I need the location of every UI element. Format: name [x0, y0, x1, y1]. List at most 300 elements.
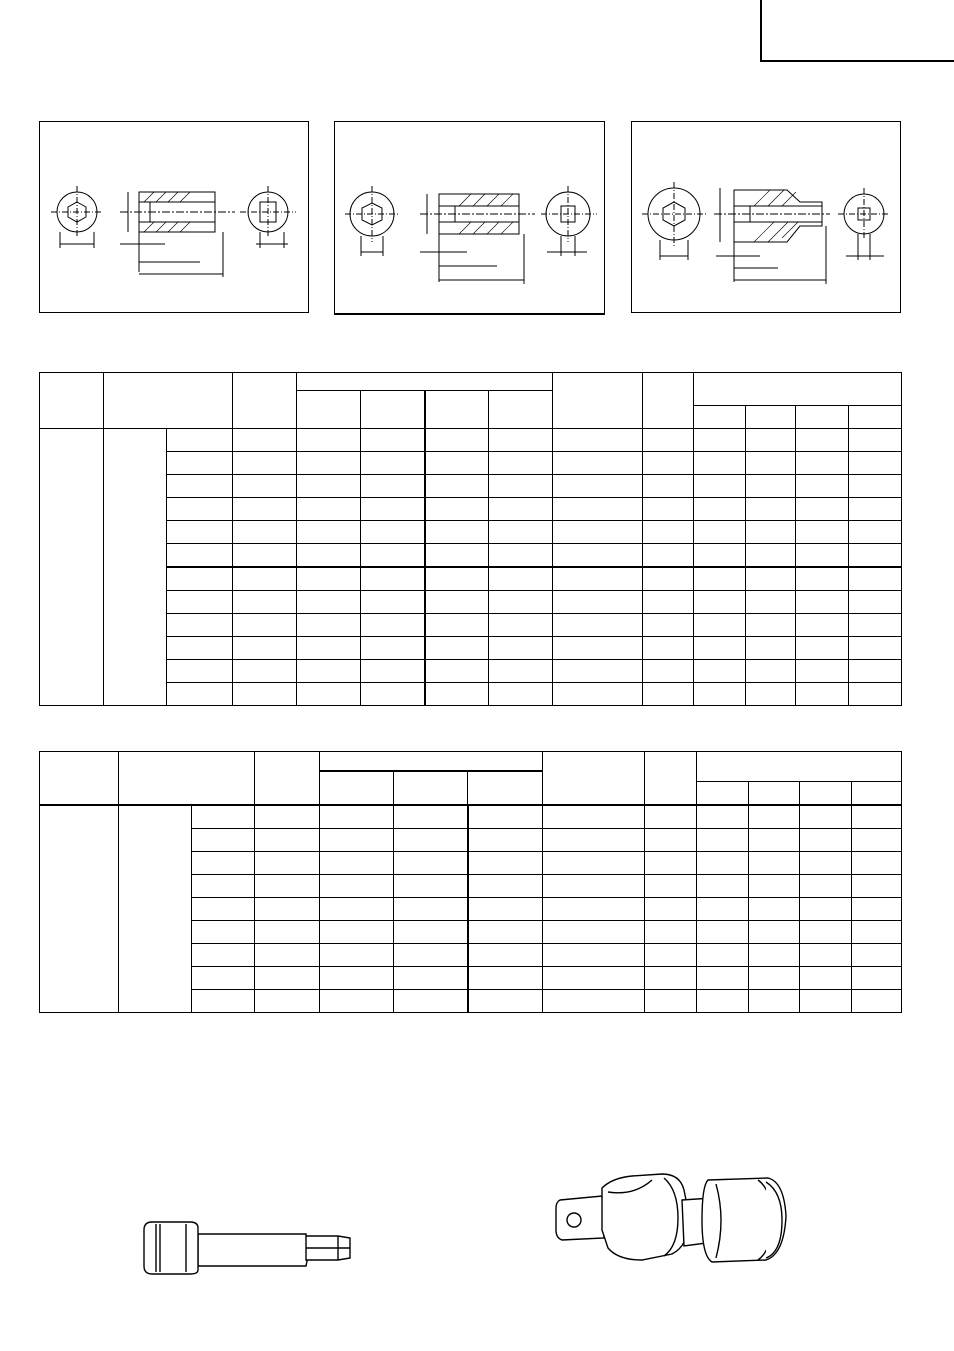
table-cell: [394, 898, 468, 921]
table-cell: [645, 944, 697, 967]
table-row: [40, 452, 902, 475]
socket-spec-table-2: [39, 751, 902, 1013]
socket-drawing-2: [335, 122, 606, 316]
table-cell: [852, 875, 902, 898]
table-cell: [749, 921, 800, 944]
table-cell: [40, 429, 104, 706]
table-cell: [297, 452, 361, 475]
table-cell: [694, 683, 746, 706]
table-cell: [104, 429, 167, 706]
table-cell: [297, 637, 361, 660]
table-cell: [361, 475, 425, 498]
header-cell: [697, 782, 749, 806]
table-cell: [849, 429, 902, 452]
extension-bar-illustration: [138, 1216, 358, 1278]
header-cell: [320, 752, 543, 772]
table-cell: [233, 637, 297, 660]
table-cell: [645, 990, 697, 1013]
table-cell: [796, 521, 849, 544]
table-cell: [233, 660, 297, 683]
table-cell: [192, 852, 255, 875]
table-cell: [119, 805, 192, 1013]
table-cell: [468, 805, 543, 829]
table-cell: [255, 944, 320, 967]
table-cell: [361, 683, 425, 706]
table-cell: [697, 852, 749, 875]
table-cell: [849, 614, 902, 637]
table-cell: [849, 591, 902, 614]
table-cell: [543, 852, 645, 875]
table-cell: [746, 429, 796, 452]
table-cell: [394, 829, 468, 852]
table-cell: [553, 544, 643, 568]
header-cell: [40, 373, 104, 429]
table-cell: [255, 898, 320, 921]
table-cell: [167, 429, 233, 452]
table-cell: [297, 521, 361, 544]
table-cell: [694, 498, 746, 521]
table-cell: [645, 805, 697, 829]
table-cell: [852, 852, 902, 875]
table-cell: [255, 921, 320, 944]
table-cell: [553, 591, 643, 614]
table-cell: [553, 683, 643, 706]
table-row: [40, 498, 902, 521]
header-cell: [489, 391, 553, 429]
table-cell: [800, 852, 852, 875]
table-cell: [394, 921, 468, 944]
table-cell: [643, 429, 694, 452]
table-cell: [645, 875, 697, 898]
table-cell: [297, 544, 361, 568]
table-cell: [233, 521, 297, 544]
table-cell: [645, 898, 697, 921]
socket-spec-table-1: [39, 372, 902, 706]
table-cell: [697, 829, 749, 852]
table-cell: [468, 921, 543, 944]
table-cell: [297, 591, 361, 614]
table-cell: [553, 567, 643, 591]
table-cell: [645, 829, 697, 852]
table-cell: [694, 614, 746, 637]
table-cell: [255, 852, 320, 875]
table-cell: [255, 829, 320, 852]
table-cell: [643, 475, 694, 498]
table-cell: [645, 921, 697, 944]
socket-drawing-3: [632, 122, 902, 314]
header-cell: [361, 391, 425, 429]
header-cell: [394, 771, 468, 805]
table-cell: [643, 452, 694, 475]
table-cell: [233, 591, 297, 614]
table-cell: [255, 805, 320, 829]
table-cell: [425, 452, 489, 475]
table-cell: [192, 805, 255, 829]
socket-figure-2: [334, 121, 605, 315]
table-cell: [553, 660, 643, 683]
table-cell: [746, 475, 796, 498]
table-cell: [849, 683, 902, 706]
table-cell: [796, 544, 849, 568]
table-cell: [361, 498, 425, 521]
table-cell: [394, 805, 468, 829]
table-cell: [852, 944, 902, 967]
header-cell: [543, 752, 645, 806]
table-cell: [425, 498, 489, 521]
table-cell: [320, 944, 394, 967]
table-cell: [543, 875, 645, 898]
table-cell: [697, 990, 749, 1013]
table-cell: [553, 475, 643, 498]
table-cell: [489, 567, 553, 591]
table-cell: [489, 637, 553, 660]
table-cell: [852, 898, 902, 921]
table-cell: [394, 875, 468, 898]
header-cell: [746, 406, 796, 429]
table-cell: [543, 829, 645, 852]
table-cell: [394, 852, 468, 875]
table-cell: [643, 660, 694, 683]
table-cell: [553, 614, 643, 637]
table-cell: [192, 944, 255, 967]
table-cell: [489, 475, 553, 498]
table-cell: [694, 591, 746, 614]
table-cell: [361, 660, 425, 683]
table-cell: [361, 429, 425, 452]
table-cell: [167, 452, 233, 475]
table-cell: [694, 475, 746, 498]
universal-joint-icon: [552, 1160, 792, 1282]
table-cell: [746, 683, 796, 706]
table-row: [40, 429, 902, 452]
table-row: [40, 614, 902, 637]
table-cell: [192, 898, 255, 921]
table-cell: [167, 683, 233, 706]
table-cell: [394, 967, 468, 990]
table-cell: [800, 875, 852, 898]
table-cell: [320, 852, 394, 875]
table-cell: [749, 898, 800, 921]
table-cell: [849, 544, 902, 568]
table-cell: [192, 990, 255, 1013]
table-cell: [796, 475, 849, 498]
header-cell: [425, 391, 489, 429]
table-cell: [167, 498, 233, 521]
table-cell: [697, 805, 749, 829]
table-row: [40, 544, 902, 568]
table-cell: [167, 475, 233, 498]
header-cell: [694, 406, 746, 429]
table-cell: [694, 637, 746, 660]
table-cell: [320, 875, 394, 898]
header-cell: [852, 782, 902, 806]
table-cell: [40, 805, 119, 1013]
header-cell: [800, 782, 852, 806]
table-cell: [852, 990, 902, 1013]
table-cell: [425, 591, 489, 614]
extension-bar-icon: [138, 1216, 358, 1278]
table-cell: [489, 660, 553, 683]
table-row: [40, 475, 902, 498]
table-cell: [553, 498, 643, 521]
table-cell: [643, 544, 694, 568]
table-cell: [543, 967, 645, 990]
header-cell: [255, 752, 320, 806]
table-cell: [394, 944, 468, 967]
table-cell: [553, 452, 643, 475]
table-header-row: [40, 373, 902, 391]
table-cell: [361, 544, 425, 568]
universal-joint-illustration: [552, 1160, 792, 1282]
table-row: [40, 567, 902, 591]
table-cell: [694, 452, 746, 475]
table-cell: [849, 637, 902, 660]
table-cell: [192, 921, 255, 944]
table-row: [40, 637, 902, 660]
table-cell: [468, 852, 543, 875]
table-cell: [425, 637, 489, 660]
table-cell: [694, 521, 746, 544]
header-cell: [697, 752, 902, 782]
table-cell: [468, 944, 543, 967]
table-cell: [796, 614, 849, 637]
table-cell: [425, 429, 489, 452]
table-cell: [849, 498, 902, 521]
table-cell: [361, 591, 425, 614]
header-cell: [233, 373, 297, 429]
table-cell: [796, 429, 849, 452]
table-cell: [468, 967, 543, 990]
table-cell: [849, 660, 902, 683]
table-cell: [543, 944, 645, 967]
table-cell: [746, 614, 796, 637]
table-cell: [643, 567, 694, 591]
table-cell: [489, 521, 553, 544]
table-cell: [425, 614, 489, 637]
header-cell: [749, 782, 800, 806]
table-cell: [749, 805, 800, 829]
table-cell: [543, 898, 645, 921]
table-cell: [800, 990, 852, 1013]
table-cell: [694, 660, 746, 683]
table-cell: [749, 944, 800, 967]
table-cell: [543, 990, 645, 1013]
table-cell: [320, 805, 394, 829]
table-cell: [361, 637, 425, 660]
table-cell: [167, 637, 233, 660]
table-cell: [697, 944, 749, 967]
table-cell: [167, 591, 233, 614]
table-cell: [800, 829, 852, 852]
table-cell: [643, 498, 694, 521]
table-cell: [468, 875, 543, 898]
table-cell: [645, 967, 697, 990]
table-cell: [796, 498, 849, 521]
table-cell: [489, 614, 553, 637]
table-cell: [796, 637, 849, 660]
table-cell: [489, 429, 553, 452]
table-cell: [297, 660, 361, 683]
table-cell: [543, 805, 645, 829]
table-cell: [746, 567, 796, 591]
table-cell: [425, 475, 489, 498]
table-cell: [320, 990, 394, 1013]
table-cell: [697, 921, 749, 944]
table-cell: [643, 683, 694, 706]
table-cell: [489, 544, 553, 568]
table-cell: [361, 614, 425, 637]
socket-figure-3: [631, 121, 901, 313]
table-cell: [800, 944, 852, 967]
table-cell: [800, 967, 852, 990]
table-cell: [233, 544, 297, 568]
table-cell: [543, 921, 645, 944]
table-cell: [320, 898, 394, 921]
table-cell: [468, 898, 543, 921]
header-cell: [297, 373, 553, 391]
table-cell: [489, 683, 553, 706]
table-cell: [746, 498, 796, 521]
table-cell: [167, 660, 233, 683]
table-cell: [255, 967, 320, 990]
table-cell: [746, 637, 796, 660]
header-cell: [849, 406, 902, 429]
table-cell: [233, 614, 297, 637]
table-cell: [749, 852, 800, 875]
header-cell: [645, 752, 697, 806]
table-cell: [849, 521, 902, 544]
table-cell: [643, 637, 694, 660]
socket-drawing-1: [40, 122, 310, 314]
table-cell: [749, 829, 800, 852]
table-cell: [320, 921, 394, 944]
table-cell: [553, 429, 643, 452]
table-cell: [468, 990, 543, 1013]
table-cell: [746, 452, 796, 475]
table-cell: [233, 498, 297, 521]
table-cell: [796, 683, 849, 706]
table-cell: [749, 990, 800, 1013]
table-cell: [746, 544, 796, 568]
socket-figure-1: [39, 121, 309, 313]
table-cell: [425, 660, 489, 683]
table-cell: [643, 591, 694, 614]
table-cell: [489, 498, 553, 521]
table-cell: [645, 852, 697, 875]
table-cell: [643, 521, 694, 544]
table-cell: [694, 429, 746, 452]
table-row: [40, 591, 902, 614]
table-cell: [852, 921, 902, 944]
table-cell: [746, 660, 796, 683]
table-cell: [297, 614, 361, 637]
table-cell: [697, 875, 749, 898]
table-cell: [852, 967, 902, 990]
table-cell: [425, 683, 489, 706]
table-cell: [192, 875, 255, 898]
table-cell: [192, 829, 255, 852]
header-cell: [643, 373, 694, 429]
table-cell: [297, 429, 361, 452]
header-cell: [320, 771, 394, 805]
table-cell: [800, 805, 852, 829]
table-cell: [694, 567, 746, 591]
header-cell: [297, 391, 361, 429]
table-cell: [167, 614, 233, 637]
table-cell: [694, 544, 746, 568]
header-cell: [468, 771, 543, 805]
table-cell: [697, 967, 749, 990]
table-cell: [553, 521, 643, 544]
table-cell: [192, 967, 255, 990]
table-cell: [233, 429, 297, 452]
corner-tab: [760, 0, 954, 62]
header-cell: [40, 752, 119, 806]
table-row: [40, 521, 902, 544]
table-cell: [489, 452, 553, 475]
table-cell: [297, 683, 361, 706]
header-cell: [553, 373, 643, 429]
table-cell: [849, 452, 902, 475]
table-row: [40, 660, 902, 683]
table-cell: [746, 591, 796, 614]
table-cell: [553, 637, 643, 660]
table-cell: [425, 521, 489, 544]
table-cell: [297, 475, 361, 498]
table-cell: [320, 967, 394, 990]
table-cell: [800, 898, 852, 921]
table-cell: [852, 805, 902, 829]
table-cell: [852, 829, 902, 852]
table-cell: [749, 967, 800, 990]
table-cell: [233, 475, 297, 498]
header-cell: [694, 373, 902, 406]
table-cell: [233, 683, 297, 706]
table-cell: [233, 452, 297, 475]
table-cell: [361, 452, 425, 475]
table-cell: [489, 591, 553, 614]
table-cell: [167, 567, 233, 591]
table-cell: [425, 544, 489, 568]
table-cell: [849, 567, 902, 591]
table-cell: [796, 591, 849, 614]
table-cell: [361, 567, 425, 591]
table-cell: [425, 567, 489, 591]
table-cell: [255, 875, 320, 898]
table-cell: [233, 567, 297, 591]
table-cell: [796, 452, 849, 475]
table-cell: [394, 990, 468, 1013]
header-cell: [796, 406, 849, 429]
table-cell: [746, 521, 796, 544]
table-row: [40, 683, 902, 706]
table-cell: [361, 521, 425, 544]
table-cell: [167, 521, 233, 544]
table-cell: [468, 829, 543, 852]
header-cell: [104, 373, 233, 429]
table-cell: [643, 614, 694, 637]
header-cell: [119, 752, 255, 806]
table-row: [40, 805, 902, 829]
table-cell: [297, 567, 361, 591]
table-cell: [297, 498, 361, 521]
table-cell: [697, 898, 749, 921]
table-cell: [800, 921, 852, 944]
table-header-row: [40, 752, 902, 772]
table-cell: [255, 990, 320, 1013]
table-cell: [749, 875, 800, 898]
table-cell: [796, 567, 849, 591]
